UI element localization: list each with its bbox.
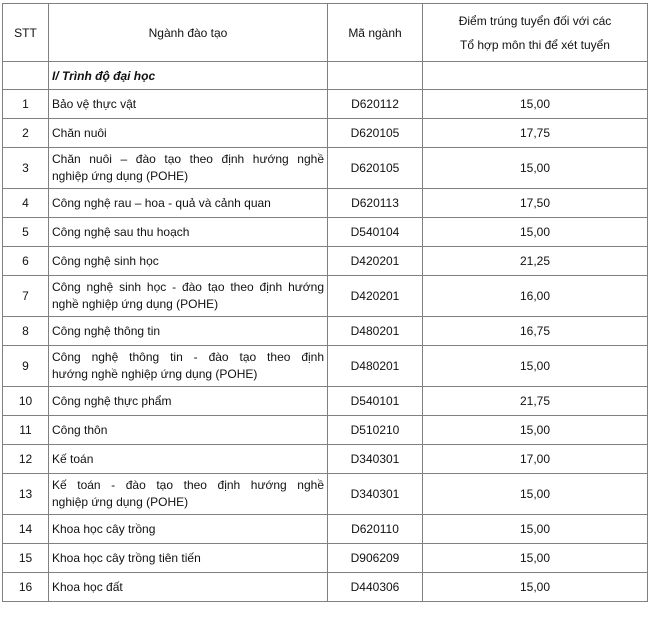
row-major-line2: nghề nghiệp ứng dụng (POHE) [52, 297, 219, 311]
row-major: Khoa học cây trồng tiên tiến [49, 544, 328, 573]
row-stt: 4 [3, 189, 49, 218]
row-score: 21,75 [423, 387, 648, 416]
table-row [3, 346, 648, 387]
row-score: 15,00 [423, 148, 648, 189]
row-code: D620113 [328, 189, 423, 218]
header-score [423, 4, 648, 62]
row-code: D540101 [328, 387, 423, 416]
row-score: 21,25 [423, 247, 648, 276]
section-row [3, 62, 648, 90]
table-row [3, 90, 648, 119]
row-code: D420201 [328, 276, 423, 317]
header-score-line2: Tổ hợp môn thi để xét tuyển [460, 37, 610, 52]
row-stt: 13 [3, 474, 49, 515]
row-code: D906209 [328, 544, 423, 573]
table-header-row [3, 4, 648, 62]
row-major-line1: Kế toán - đào tạo theo định hướng nghề [52, 478, 324, 492]
row-stt: 7 [3, 276, 49, 317]
row-code: D540104 [328, 218, 423, 247]
row-stt: 3 [3, 148, 49, 189]
row-code: D620105 [328, 119, 423, 148]
row-major [49, 148, 328, 189]
row-code: D480201 [328, 317, 423, 346]
row-stt: 1 [3, 90, 49, 119]
row-score: 15,00 [423, 515, 648, 544]
row-major: Khoa học đất [49, 573, 328, 602]
row-stt: 9 [3, 346, 49, 387]
row-major: Công nghệ sau thu hoạch [49, 218, 328, 247]
row-major: Công nghệ rau – hoa - quả và cảnh quan [49, 189, 328, 218]
table-row [3, 515, 648, 544]
row-major [49, 276, 328, 317]
header-code: Mã ngành [328, 4, 423, 62]
row-code: D440306 [328, 573, 423, 602]
row-major-line2: nghiệp ứng dụng (POHE) [52, 495, 189, 509]
row-major: Công nghệ thông tin [49, 317, 328, 346]
row-major: Bảo vệ thực vật [49, 90, 328, 119]
row-stt: 2 [3, 119, 49, 148]
header-major: Ngành đào tạo [49, 4, 328, 62]
row-stt: 11 [3, 416, 49, 445]
row-score: 16,75 [423, 317, 648, 346]
row-major: Công nghệ thực phẩm [49, 387, 328, 416]
section-empty-score [423, 62, 648, 90]
table-row [3, 573, 648, 602]
table-row [3, 416, 648, 445]
row-code: D340301 [328, 474, 423, 515]
row-stt: 15 [3, 544, 49, 573]
row-code: D510210 [328, 416, 423, 445]
row-major: Kế toán [49, 445, 328, 474]
row-stt: 10 [3, 387, 49, 416]
row-major: Công nghệ sinh học [49, 247, 328, 276]
row-score: 15,00 [423, 218, 648, 247]
row-major-line2: nghiệp ứng dụng (POHE) [52, 169, 189, 183]
row-score: 17,00 [423, 445, 648, 474]
table-row [3, 189, 648, 218]
section-title: I/ Trình độ đại học [49, 62, 328, 90]
row-score: 15,00 [423, 90, 648, 119]
table-row [3, 317, 648, 346]
table-row [3, 445, 648, 474]
row-code: D340301 [328, 445, 423, 474]
table-row [3, 247, 648, 276]
row-stt: 5 [3, 218, 49, 247]
table-row [3, 276, 648, 317]
table-row [3, 218, 648, 247]
row-major-line2: hướng nghề nghiệp ứng dụng (POHE) [52, 367, 258, 381]
row-code: D620110 [328, 515, 423, 544]
table-row [3, 544, 648, 573]
table-row [3, 148, 648, 189]
row-major-line1: Chăn nuôi – đào tạo theo định hướng nghề [52, 152, 324, 166]
row-stt: 14 [3, 515, 49, 544]
header-stt: STT [3, 4, 49, 62]
row-score: 15,00 [423, 416, 648, 445]
row-score: 15,00 [423, 544, 648, 573]
row-stt: 12 [3, 445, 49, 474]
row-score: 16,00 [423, 276, 648, 317]
row-score: 15,00 [423, 474, 648, 515]
row-code: D420201 [328, 247, 423, 276]
row-score: 17,75 [423, 119, 648, 148]
table-row [3, 119, 648, 148]
table-row [3, 474, 648, 515]
row-score: 17,50 [423, 189, 648, 218]
section-empty-stt [3, 62, 49, 90]
section-empty-code [328, 62, 423, 90]
row-code: D620105 [328, 148, 423, 189]
row-score: 15,00 [423, 346, 648, 387]
row-stt: 8 [3, 317, 49, 346]
row-major-line1: Công nghệ sinh học - đào tạo theo định hướng [52, 280, 324, 294]
header-score-line1: Điểm trúng tuyển đối với các [458, 13, 612, 28]
row-major [49, 346, 328, 387]
admission-scores-table [2, 3, 648, 602]
row-code: D620112 [328, 90, 423, 119]
table-row [3, 387, 648, 416]
row-major-line1: Công nghệ thông tin - đào tạo theo định [52, 350, 324, 364]
row-score: 15,00 [423, 573, 648, 602]
row-stt: 16 [3, 573, 49, 602]
row-stt: 6 [3, 247, 49, 276]
row-major [49, 474, 328, 515]
row-major: Công thôn [49, 416, 328, 445]
row-major: Khoa học cây trồng [49, 515, 328, 544]
row-major: Chăn nuôi [49, 119, 328, 148]
row-code: D480201 [328, 346, 423, 387]
